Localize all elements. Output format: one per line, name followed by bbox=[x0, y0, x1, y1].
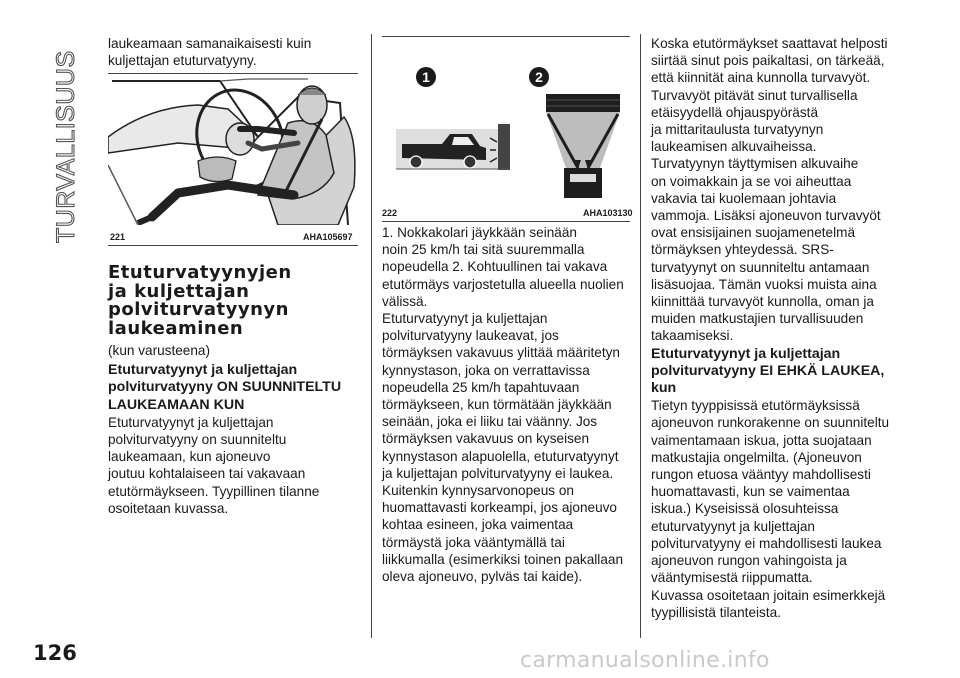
col2-line: Etuturvatyynyt ja kuljettajan bbox=[382, 311, 548, 327]
col3-para1-line: ovat ensisijainen suojamenetelmä bbox=[651, 225, 856, 241]
column-divider-2 bbox=[640, 34, 641, 638]
col2-line: oleva ajoneuvo, pylväs tai kaide). bbox=[382, 569, 583, 585]
col2-line: etutörmäys varjostetulla alueella nuolien bbox=[382, 276, 624, 292]
section-heading-line: laukeaminen bbox=[108, 317, 244, 339]
col2-line: noin 25 km/h tai sitä suuremmalla bbox=[382, 242, 585, 258]
col1-intro bbox=[108, 35, 358, 69]
marker-1: 1 bbox=[422, 69, 430, 85]
col1-body-line: joutuu kohtalaiseen tai vakavaan bbox=[108, 466, 306, 482]
col3-para3-line: tyypillisistä tilanteista. bbox=[651, 604, 781, 620]
col3-subheading bbox=[651, 346, 921, 398]
col3-para2-line: ajoneuvon runkorakenne on suunniteltu bbox=[651, 415, 890, 431]
col2-line: välissä. bbox=[382, 293, 428, 309]
col3-para2-line: iskua.) Kyseisissä olosuhteissa bbox=[651, 501, 839, 517]
col1-body-line: etutörmäykseen. Tyypillinen tilanne bbox=[108, 483, 320, 499]
col2-line: törmäykseen, kun törmätään jäykkään bbox=[382, 397, 612, 413]
figure-222-label: 222 bbox=[382, 208, 398, 218]
col1-intro-line: kuljettajan etuturvatyyny. bbox=[108, 53, 257, 69]
col3-para2-line: matkustajia ongelmilta. (Ajoneuvon bbox=[651, 449, 862, 465]
col2-line: seinään, joka ei liiku tai väänny. Jos bbox=[382, 414, 598, 430]
col2-line: törmäyksen vakavuus ylittää määritetyn bbox=[382, 345, 620, 361]
figure-221-label: 221 bbox=[110, 232, 126, 242]
col2-line: ja kuljettajan polviturvatyyny ei laukea. bbox=[382, 465, 614, 481]
section-heading-line: ja kuljettajan bbox=[108, 280, 250, 302]
col2-line: nopeudella 25 km/h tapahtuvaan bbox=[382, 379, 580, 395]
side-section-title bbox=[44, 35, 84, 275]
figure-222-code: AHA103130 bbox=[583, 208, 633, 218]
section-heading-line: Etuturvatyynyjen bbox=[108, 262, 292, 283]
col3-para2-line: ajoneuvon rungon vahingoista ja bbox=[651, 553, 847, 569]
col2-line: kynnystason, joka on verrattavissa bbox=[382, 362, 590, 378]
col2-line: törmäyksen vakavuus on kyseisen bbox=[382, 431, 590, 447]
col1-intro-line: laukeamaan samanaikaisesti kuin bbox=[108, 36, 312, 51]
col3-para2-line: vaimentamaan iskua, jotta suojataan bbox=[651, 432, 872, 448]
col3-para1-line: vammoja. Lisäksi ajoneuvon turvavyöt bbox=[651, 208, 881, 224]
col3-para1-line: vakavia tai kuolemaan johtavia bbox=[651, 190, 837, 206]
col2-line: kynnystason alapuolella, etuturvatyynyt bbox=[382, 448, 619, 464]
col1-body-line: polviturvatyyny on suunniteltu bbox=[108, 432, 287, 448]
figure-221-top-rule bbox=[108, 73, 358, 74]
col1-subheading bbox=[108, 362, 358, 414]
figure-221-bottom-rule bbox=[108, 245, 358, 246]
page-number: 126 bbox=[33, 641, 77, 665]
col3-para1-line: siirtää sinut pois paikaltasi, on tärkeää, bbox=[651, 53, 885, 69]
col1-body-line: osoitetaan kuvassa. bbox=[108, 500, 229, 516]
figure-221-code: AHA105697 bbox=[303, 232, 353, 242]
col3-subheading-line: Etuturvatyynyt ja kuljettajan bbox=[651, 345, 841, 362]
col3-para1-line: muiden matkustajien turvallisuuden bbox=[651, 311, 864, 327]
col3-para1-line: on voimakkain ja se voi aiheuttaa bbox=[651, 173, 852, 189]
col3-para1-line: Turvatyynyn täyttymisen alkuvaihe bbox=[651, 156, 859, 172]
col2-body bbox=[382, 224, 632, 585]
col3-para1-line: ja mittaritaulusta turvatyynyn bbox=[651, 122, 824, 138]
col1-subheading-line: LAUKEAMAAN KUN bbox=[108, 396, 245, 413]
col2-line: Kuitenkin kynnysarvonopeus on bbox=[382, 483, 574, 499]
col3-para2-line: rungon etuosa vääntyy mahdollisesti bbox=[651, 467, 871, 483]
col2-line: törmäystä joka vääntymällä tai bbox=[382, 534, 565, 550]
col3-subheading-line: polviturvatyyny EI EHKÄ LAUKEA, bbox=[651, 362, 885, 379]
col1-body-line: laukeamaan, kun ajoneuvo bbox=[108, 449, 271, 465]
marker-2: 2 bbox=[535, 69, 543, 85]
col1-subheading-line: polviturvatyyny ON SUUNNITELTU bbox=[108, 379, 342, 396]
figure-222-bottom-rule bbox=[382, 221, 630, 222]
col3-para1-line: etäisyydellä ohjauspyörästä bbox=[651, 104, 819, 120]
col3-para1-line: lisäsuojaa. Tämän vuoksi muista aina bbox=[651, 276, 877, 292]
col3-para2-line: vääntymisestä riippumatta. bbox=[651, 570, 813, 586]
figure-222-crash-illustration bbox=[382, 40, 630, 200]
figure-222-top-rule bbox=[382, 36, 630, 37]
col3-para1-line: törmäyksen yhteydessä. SRS- bbox=[651, 242, 834, 258]
col2-line: 1. Nokkakolari jäykkään seinään bbox=[382, 225, 577, 240]
col3-para3-line: Kuvassa osoitetaan joitain esimerkkejä bbox=[651, 587, 886, 603]
col3-para1-line: Koska etutörmäykset saattavat helposti bbox=[651, 36, 888, 51]
col2-line: kohtaa esineen, joka vaimentaa bbox=[382, 517, 574, 533]
col1-section bbox=[108, 264, 358, 517]
figure-221-driver-illustration bbox=[108, 77, 358, 225]
col2-line: nopeudella 2. Kohtuullinen tai vakava bbox=[382, 259, 608, 275]
column-divider-1 bbox=[371, 34, 372, 638]
col3-para1-line: takaamiseksi. bbox=[651, 328, 734, 344]
col3-para2-line: etuturvatyynyt ja kuljettajan bbox=[651, 518, 815, 534]
section-heading bbox=[108, 264, 358, 338]
availability-note: (kun varusteena) bbox=[108, 343, 211, 358]
watermark: carmanualsonline.info bbox=[520, 648, 770, 673]
section-heading-line: polviturvatyynyn bbox=[108, 299, 289, 320]
col3-subheading-line: kun bbox=[651, 380, 677, 397]
side-title-text: TURVALLISUUS bbox=[52, 50, 80, 243]
col3-para2-line: Tietyn tyyppisissä etutörmäyksissä bbox=[651, 398, 860, 414]
col3-para1-line: että kiinnität aina kunnolla turvavyöt. bbox=[651, 70, 871, 86]
col3-para2-line: huomattavasti, kun se vaimentaa bbox=[651, 484, 850, 500]
col1-body-line: Etuturvatyynyt ja kuljettajan bbox=[108, 414, 274, 430]
col3-para1-line: turvatyynyt on suunniteltu antamaan bbox=[651, 259, 870, 275]
col2-line: polviturvatyyny laukeavat, jos bbox=[382, 328, 559, 344]
col2-line: huomattavasti korkeampi, jos ajoneuvo bbox=[382, 500, 617, 516]
col2-line: liikkumalla (esimerkiksi toinen pakallaan bbox=[382, 551, 624, 567]
col3-para1-line: Turvavyöt pitävät sinut turvallisella bbox=[651, 87, 858, 103]
col3-para1-line: kiinnittää turvavyöt kunnolla, oman ja bbox=[651, 294, 874, 310]
col3-para1-line: laukeamisen alkuvaiheissa. bbox=[651, 139, 817, 155]
col3-body bbox=[651, 35, 921, 621]
col3-para2-line: polviturvatyyny ei mahdollisesti laukea bbox=[651, 535, 882, 551]
col1-subheading-line: Etuturvatyynyt ja kuljettajan bbox=[108, 362, 298, 379]
